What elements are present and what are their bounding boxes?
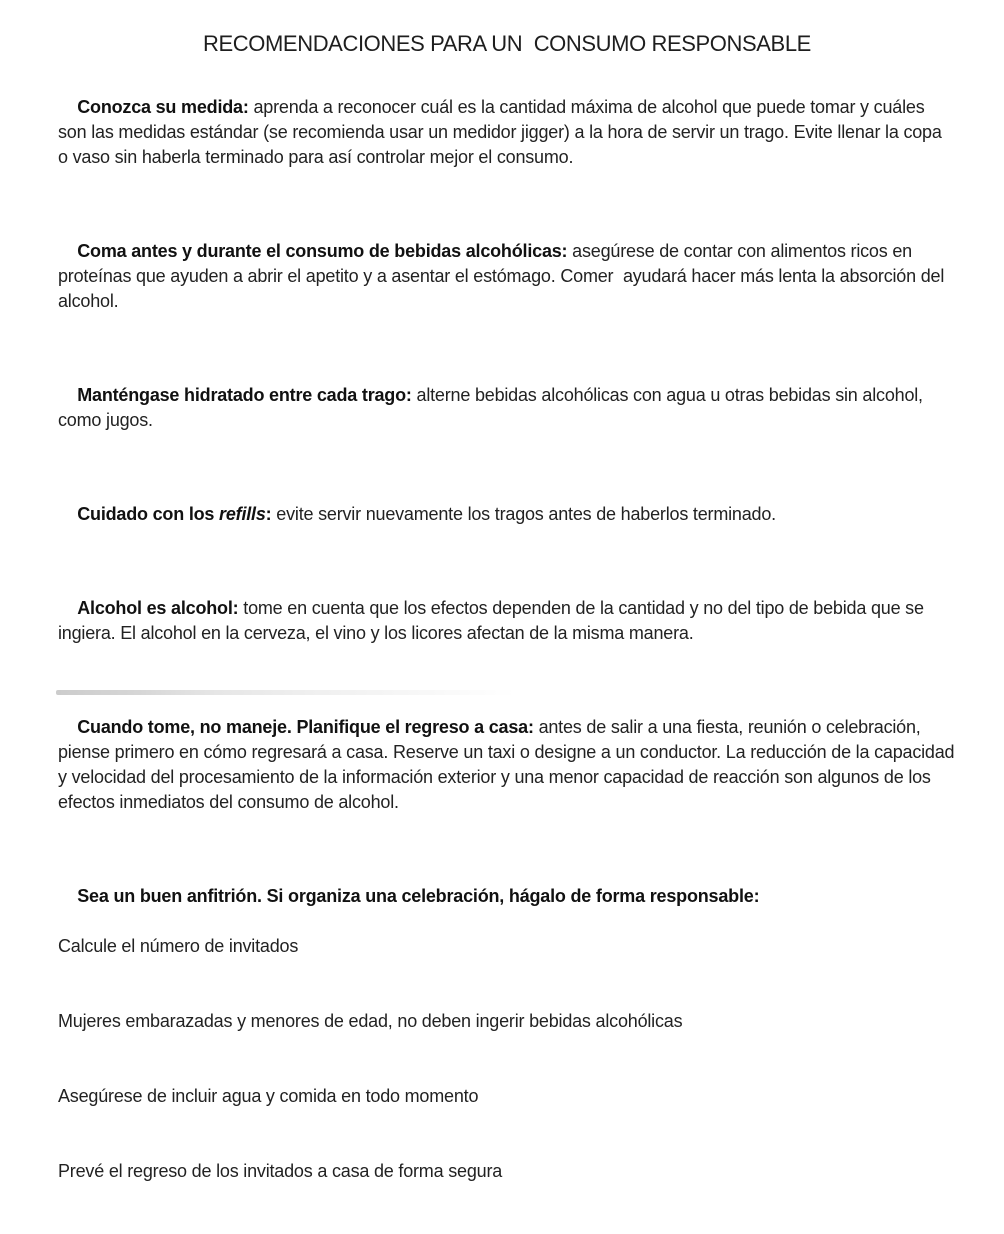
paragraph-lead: Cuidado con los refills: <box>77 504 272 524</box>
paragraph-body: antes de salir a una fiesta, reunión o celebración, piense primero en cómo regresará a casa. Reserve un taxi o designe a un conductor. La reducción de la capacidad y velocidad del procesamiento de la información exterior y una menor capacidad de reacción son algunos de los efectos inmediatos del consumo de alcohol. <box>58 717 960 812</box>
paragraph-good-host <box>58 859 956 1234</box>
list-item-guest-count: Calcule el número de invitados <box>58 936 299 956</box>
paragraph-dont-drink-and-drive <box>58 690 960 840</box>
paragraph-beware-refills <box>58 477 956 552</box>
paragraph-alcohol-is-alcohol <box>58 571 956 671</box>
paragraph-lead: Coma antes y durante el consumo de bebidas alcohólicas: <box>77 241 568 261</box>
refills-italic: refills <box>219 504 266 524</box>
paragraph-eat-before-during <box>58 214 956 339</box>
paragraph-stay-hydrated <box>58 358 956 458</box>
paragraph-lead: Alcohol es alcohol: <box>77 598 239 618</box>
paragraph-body: tome en cuenta que los efectos dependen de la cantidad y no del tipo de bebida que se ingiera. El alcohol en la cerveza, el vino y los licores afectan de la misma manera. <box>58 598 929 643</box>
paragraph-lead: Cuando tome, no maneje. Planifique el regreso a casa: <box>77 717 534 737</box>
list-item-pregnant-minors: Mujeres embarazadas y menores de edad, no deben ingerir bebidas alcohólicas <box>58 1011 683 1031</box>
scan-smudge-artifact <box>56 690 516 695</box>
paragraph-body: evite servir nuevamente los tragos antes de haberlos terminado. <box>276 504 776 524</box>
list-item-safe-return: Prevé el regreso de los invitados a casa de forma segura <box>58 1161 503 1181</box>
paragraph-lead: Conozca su medida: <box>77 97 249 117</box>
paragraph-body: aprenda a reconocer cuál es la cantidad máxima de alcohol que puede tomar y cuáles son las medidas estándar (se recomienda usar un medidor jigger) a la hora de servir un trago. Evite llenar la copa o vaso sin haberla terminado para así controlar mejor el consumo. <box>58 97 947 167</box>
paragraph-lead: Sea un buen anfitrión. Si organiza una celebración, hágalo de forma responsable: <box>77 886 760 906</box>
paragraph-body: alterne bebidas alcohólicas con agua u otras bebidas sin alcohol, como jugos. <box>58 385 928 430</box>
list-item-water-food: Asegúrese de incluir agua y comida en todo momento <box>58 1086 479 1106</box>
paragraph-body: asegúrese de contar con alimentos ricos en proteínas que ayuden a abrir el apetito y a asentar el estómago. Comer ayudará hacer más lenta la absorción del alcohol. <box>58 241 949 311</box>
page-title: RECOMENDACIONES PARA UN CONSUMO RESPONSABLE <box>203 31 811 56</box>
paragraph-know-your-measure <box>58 70 956 195</box>
paragraph-lead: Manténgase hidratado entre cada trago: <box>77 385 412 405</box>
